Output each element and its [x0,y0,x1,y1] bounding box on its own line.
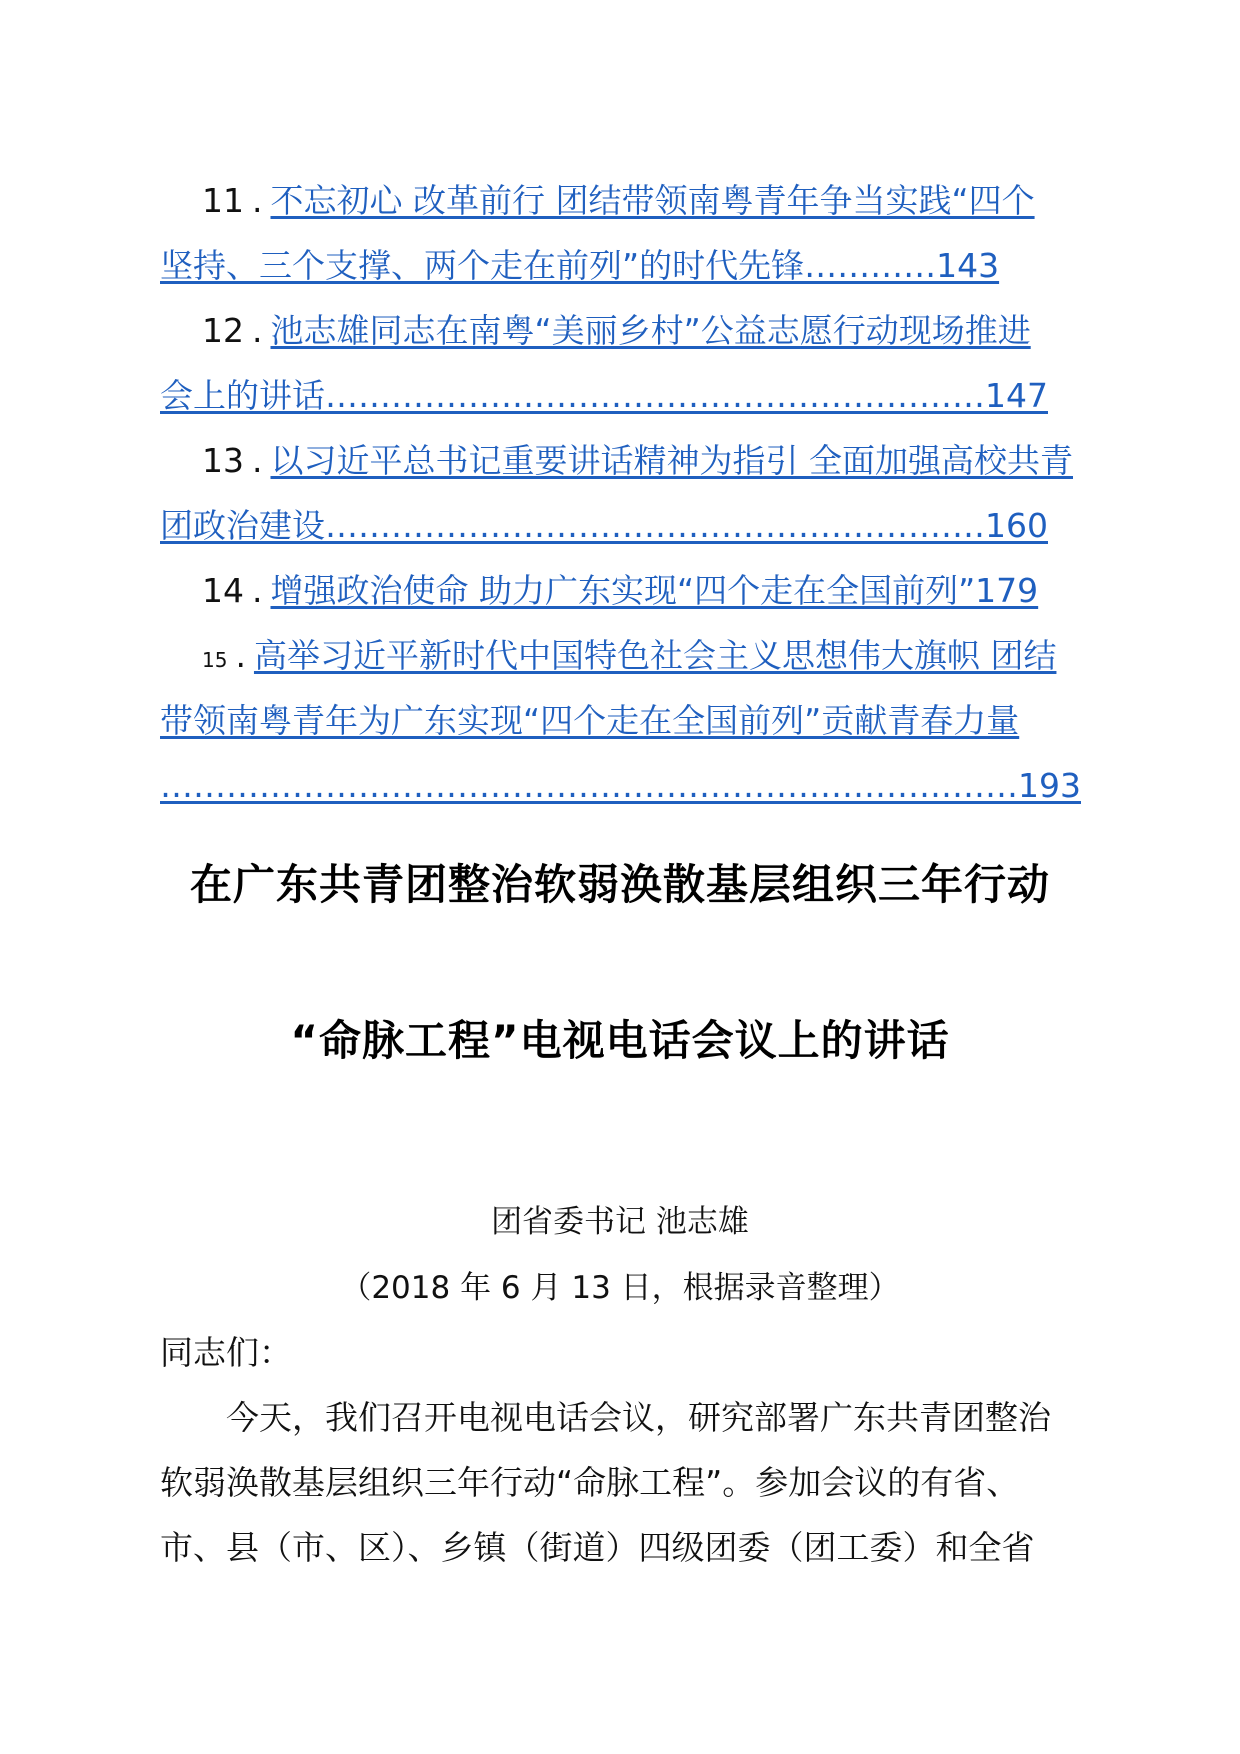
toc-item-15[interactable] [160,623,1090,688]
toc-item-13[interactable] [160,428,1090,493]
toc-link[interactable]: 带领南粤青年为广东实现“四个走在全国前列”贡献青春力量 [160,701,1020,740]
table-of-contents [160,168,1090,818]
toc-dot: . [252,181,263,220]
toc-item-number: 11 [202,181,244,220]
toc-link[interactable]: 会上的讲话……………………………………………………147 [160,376,1048,415]
toc-link[interactable]: 增强政治使命 助力广东实现“四个走在全国前列”179 [270,571,1039,610]
toc-item-11[interactable] [160,168,1090,233]
toc-dot: . [252,571,263,610]
toc-item-13-continued[interactable] [160,493,1090,558]
toc-item-12[interactable] [160,298,1090,363]
document-title-line-2: “命脉工程”电视电话会议上的讲话 [290,1016,950,1065]
date-line: （2018 年 6 月 13 日，根据录音整理） [340,1270,900,1306]
paragraph-line-3: 市、县（市、区）、乡镇（街道）四级团委（团工委）和全省 [160,1528,1035,1567]
toc-link[interactable]: 高举习近平新时代中国特色社会主义思想伟大旗帜 团结 [253,636,1057,675]
toc-item-number: 13 [202,441,244,480]
toc-item-12-continued[interactable] [160,363,1090,428]
toc-dot: . [235,636,246,675]
salutation: 同志们： [160,1333,292,1372]
toc-link[interactable]: ……………………………………………………………………193 [160,766,1081,805]
toc-dot: . [252,441,263,480]
toc-link[interactable]: 团政治建设……………………………………………………160 [160,506,1048,545]
toc-dot: . [252,311,263,350]
toc-link[interactable]: 池志雄同志在南粤“美丽乡村”公益志愿行动现场推进 [270,311,1031,350]
toc-item-15-page[interactable] [160,753,1090,818]
paragraph-line-2: 软弱涣散基层组织三年行动“命脉工程”。参加会议的有省、 [160,1463,1020,1502]
toc-item-14[interactable] [160,558,1090,623]
toc-item-number: 14 [202,571,244,610]
toc-link[interactable]: 坚持、三个支撑、两个走在前列”的时代先锋…………143 [160,246,1000,285]
paragraph-line-1: 今天，我们召开电视电话会议，研究部署广东共青团整治 [226,1398,1051,1437]
toc-item-15-continued[interactable] [160,688,1090,753]
author-line: 团省委书记 池志雄 [491,1204,749,1240]
document-title-line-1: 在广东共青团整治软弱涣散基层组织三年行动 [189,860,1050,909]
toc-item-number: 12 [202,311,244,350]
toc-link[interactable]: 不忘初心 改革前行 团结带领南粤青年争当实践“四个 [270,181,1035,220]
toc-link[interactable]: 以习近平总书记重要讲话精神为指引 全面加强高校共青 [270,441,1073,480]
toc-item-11-continued[interactable] [160,233,1090,298]
toc-item-number: 15 [202,648,228,672]
